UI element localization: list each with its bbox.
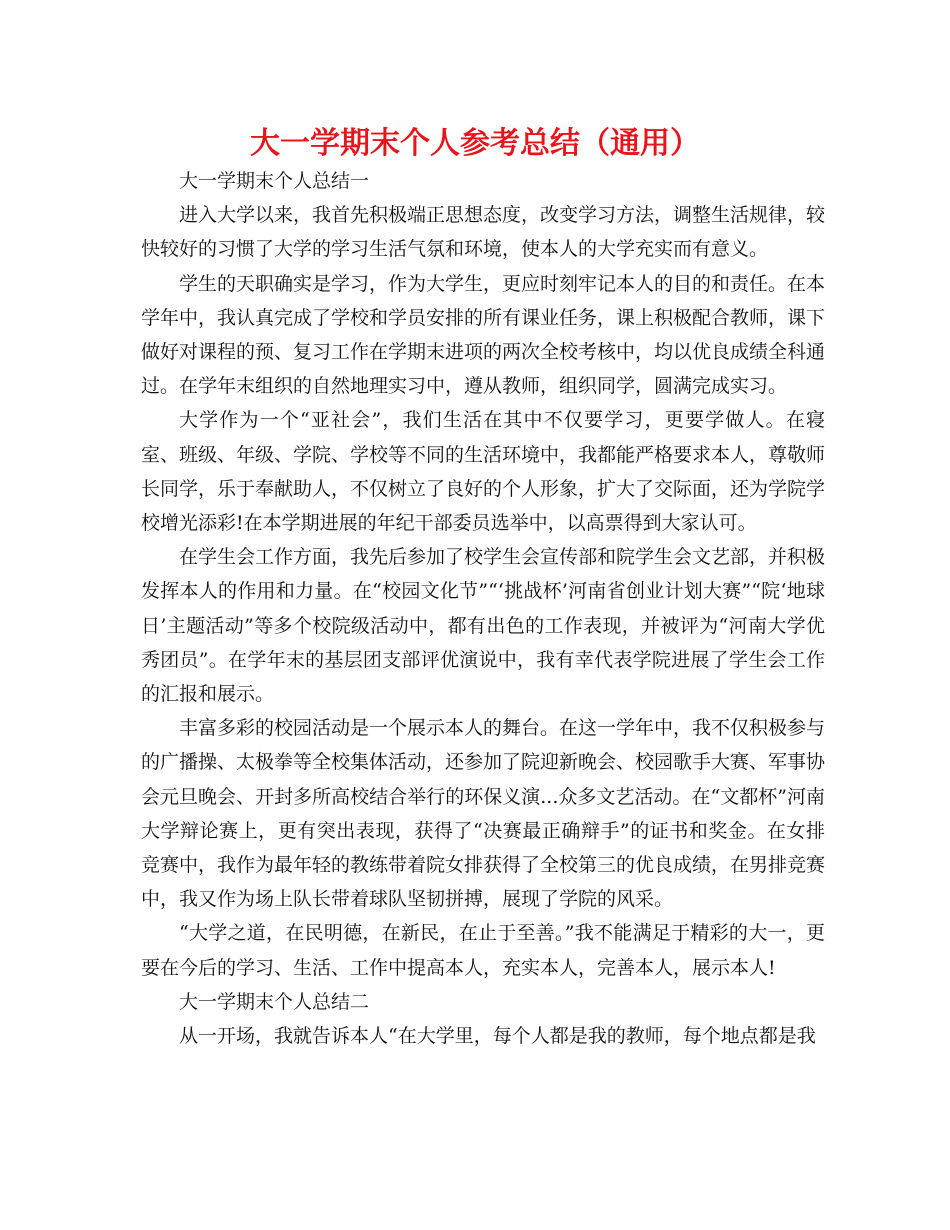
paragraph: 在学生会工作方面，我先后参加了校学生会宣传部和院学生会文艺部，并积极发挥本人的作用和力量。在“校园文化节”“‘挑战杯’河南省创业计划大赛”“院‘地球日’主题活动”等多个校院级活动中，都有出色的工作表现，并被评为“河南大学优秀团员”。在学年末的基层团支部评优演说中，我有幸代表学院进展了学生会工作的汇报和展示。 <box>141 546 826 706</box>
section-heading: 大一学期末个人总结一 <box>179 170 370 192</box>
paragraph: 学生的天职确实是学习，作为大学生，更应时刻牢记本人的目的和责任。在本学年中，我认真完成了学校和学员安排的所有课业任务，课上积极配合教师，课下做好对课程的预、复习工作在学期末进项的两次全校考核中，均以优良成绩全科通过。在学年末组织的自然地理实习中，遵从教师，组织同学，圆满完成实习。 <box>141 272 826 398</box>
document-body <box>141 164 825 1053</box>
section-heading: 大一学期末个人总结二 <box>179 990 370 1013</box>
paragraph: 大学作为一个“亚社会”，我们生活在其中不仅要学习，更要学做人。在寝室、班级、年级、学院、学校等不同的生活环境中，我都能严格要求本人，尊敬师长同学，乐于奉献助人，不仅树立了良好的个人形象，扩大了交际面，还为学院学校增光添彩!在本学期进展的年纪干部委员选举中，以高票得到大家认可。 <box>141 409 826 535</box>
paragraph: “大学之道，在民明德，在新民，在止于至善。”我不能满足于精彩的大一，更要在今后的学习、生活、工作中提高本人，充实本人，完善本人，展示本人! <box>141 922 825 979</box>
paragraph: 丰富多彩的校园活动是一个展示本人的舞台。在这一学年中，我不仅积极参与的广播操、太极拳等全校集体活动，还参加了院迎新晚会、校园歌手大赛、军事协会元旦晚会、开封多所高校结合举行的环保义演...众多文艺活动。在“文都杯”河南大学辩论赛上，更有突出表现，获得了“决赛最正确辩手”的证书和奖金。在女排竞赛中，我作为最年轻的教练带着院女排获得了全校第三的优良成绩，在男排竞赛中，我又作为场上队长带着球队坚韧拼搏，展现了学院的风采。 <box>141 717 826 911</box>
paragraph: 从一开场，我就告诉本人“在大学里，每个人都是我的教师，每个地点都是我 <box>179 1025 816 1048</box>
document-title: 大一学期末个人参考总结（通用） <box>250 126 700 161</box>
paragraph: 进入大学以来，我首先积极端正思想态度，改变学习方法，调整生活规律，较快较好的习惯了大学的学习生活气氛和环境，使本人的大学充实而有意义。 <box>141 204 826 261</box>
